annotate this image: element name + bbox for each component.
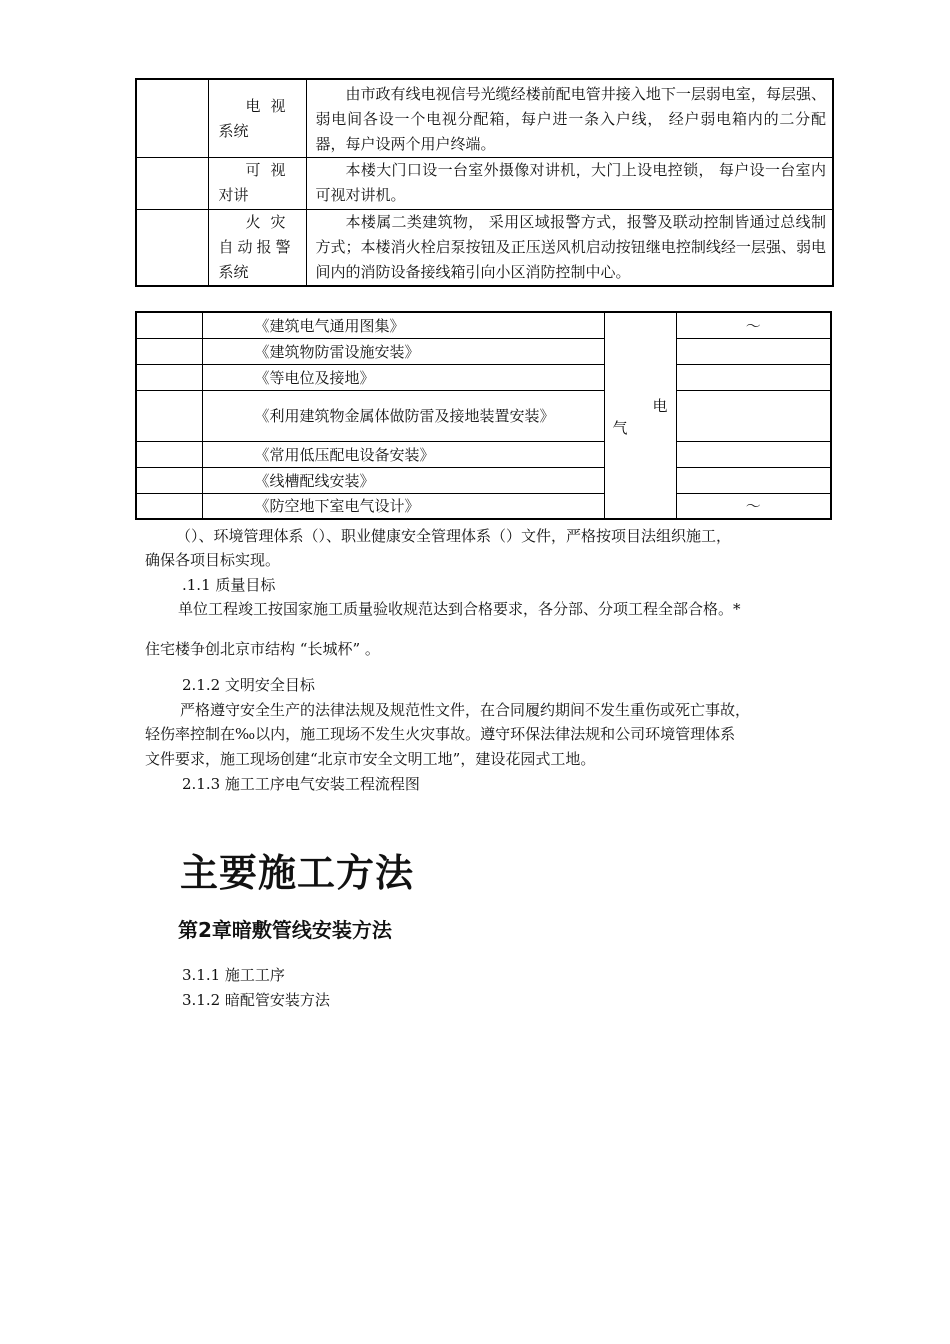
empty-cell [136,441,202,467]
table-row [136,364,831,390]
version-cell [676,338,831,364]
paragraph: 严格遵守安全生产的法律法规及规范性文件，在合同履约期间不发生重伤或死亡事故， [180,701,751,719]
intro-line: （）、环境管理体系（）、职业健康安全管理体系（）文件，严格按项目法组织施工， [176,527,732,545]
table-row [136,390,831,441]
empty-cell [136,467,202,493]
standard-name: 《线槽配线安装》 [202,467,604,493]
table-row [136,312,831,338]
version-cell [676,467,831,493]
section-heading: 3.1.2 暗配管安装方法 [182,991,330,1009]
table-row [136,79,833,158]
system-label: 火灾 自动报警 系统 [208,210,306,287]
table-row [136,493,831,519]
section-heading: 2.1.2 文明安全目标 [182,676,315,694]
standard-name: 《建筑物防雷设施安装》 [202,338,604,364]
empty-cell [136,210,208,287]
table-row [136,158,833,210]
category-cell: 电 气 [604,312,676,519]
standard-name: 《等电位及接地》 [202,364,604,390]
system-description-table [135,78,834,287]
version-cell [676,441,831,467]
system-label: 电视 系统 [208,79,306,158]
system-label: 可视 对讲 [208,158,306,210]
paragraph: 住宅楼争创北京市结构 “长城杯” 。 [145,640,380,658]
standard-name: 《常用低压配电设备安装》 [202,441,604,467]
table-row [136,467,831,493]
version-cell [676,364,831,390]
system-content: 本楼大门口设一台室外摄像对讲机，大门上设电控锁， 每户设一台室内可视对讲机。 [306,158,833,210]
empty-cell [136,79,208,158]
table-row [136,210,833,287]
intro-line: 确保各项目标实现。 [145,551,281,569]
version-cell: ～ [676,493,831,519]
empty-cell [136,158,208,210]
version-cell: ～ [676,312,831,338]
paragraph: 文件要求，施工现场创建“北京市安全文明工地”，建设花园式工地。 [145,750,596,768]
section-heading: 2.1.3 施工工序电气安装工程流程图 [182,775,420,793]
system-content: 本楼属二类建筑物， 采用区域报警方式，报警及联动控制皆通过总线制方式；本楼消火栓启泵按钮及正压送风机启动按钮继电控制线经一层强、弱电间内的消防设备接线箱引向小区消防控制中心。 [306,210,833,287]
empty-cell [136,493,202,519]
table-row [136,338,831,364]
standard-name: 《防空地下室电气设计》 [202,493,604,519]
empty-cell [136,364,202,390]
section-heading: 3.1.1 施工工序 [182,966,285,984]
empty-cell [136,338,202,364]
main-heading: 主要施工方法 [180,851,415,895]
standard-name: 《利用建筑物金属体做防雷及接地装置安装》 [202,390,604,441]
standard-name: 《建筑电气通用图集》 [202,312,604,338]
empty-cell [136,390,202,441]
paragraph: 单位工程竣工按国家施工质量验收规范达到合格要求，各分部、分项工程全部合格。* [178,600,741,618]
paragraph: 轻伤率控制在‰以内，施工现场不发生火灾事故。遵守环保法律法规和公司环境管理体系 [145,725,736,743]
empty-cell [136,312,202,338]
chapter-heading: 第2章暗敷管线安装方法 [178,918,392,942]
version-cell [676,390,831,441]
table-row [136,441,831,467]
section-heading: .1.1 质量目标 [182,576,276,594]
standards-table [135,311,832,520]
system-content: 由市政有线电视信号光缆经楼前配电管井接入地下一层弱电室，每层强、弱电间各设一个电视分配箱，每户进一条入户线， 经户弱电箱内的二分配器，每户设两个用户终端。 [306,79,833,158]
